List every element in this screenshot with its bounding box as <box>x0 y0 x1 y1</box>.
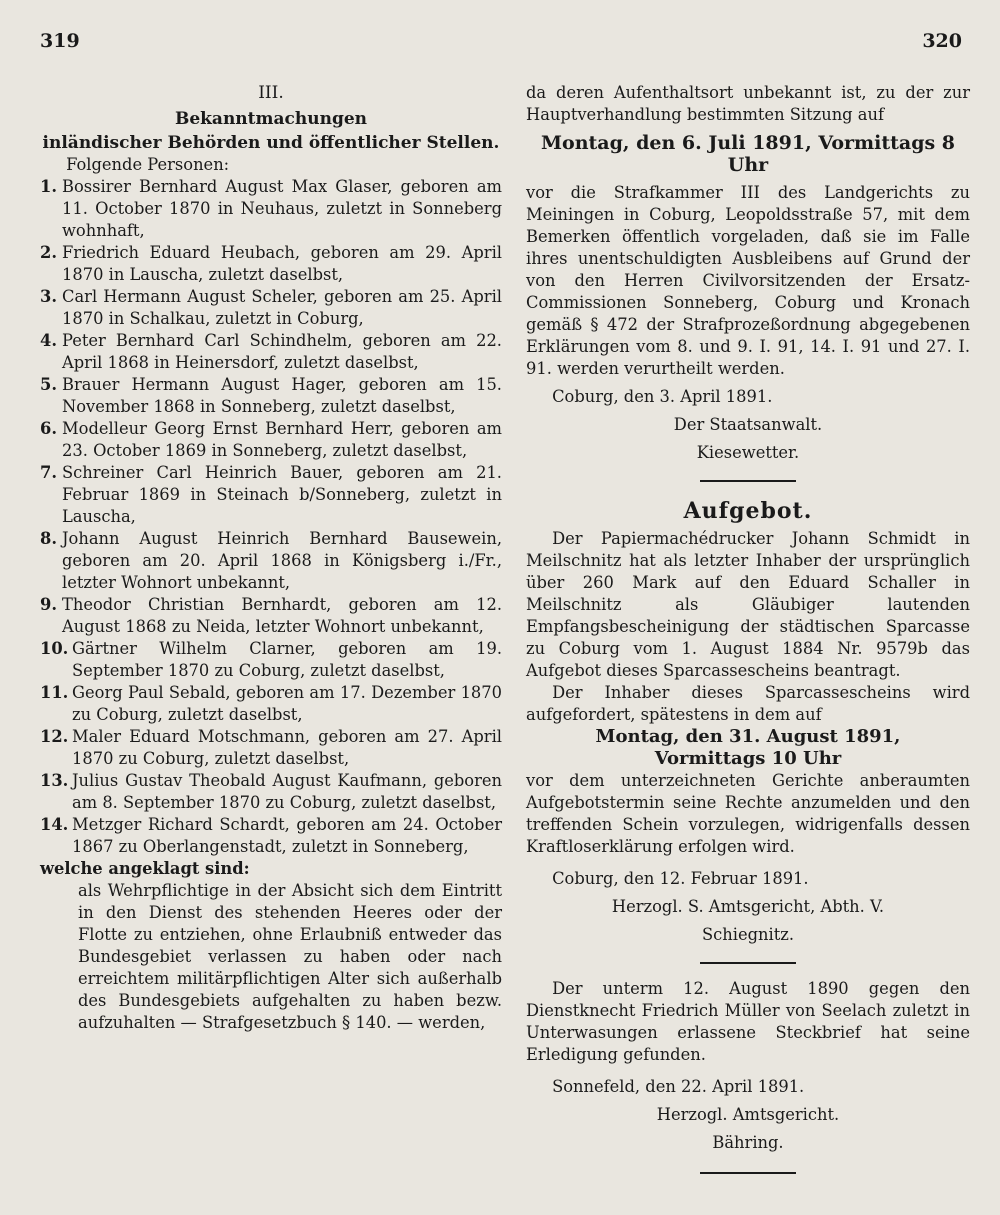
item-text: Brauer Hermann August Hager, geboren am 15. November 1868 in Sonneberg, zuletzt daselbst, <box>62 375 502 416</box>
item-text: Friedrich Eduard Heubach, geboren am 29. April 1870 in Lauscha, zuletzt daselbst, <box>62 243 502 284</box>
signature-2: Schiegnitz. <box>701 925 794 944</box>
authority-1: Der Staatsanwalt. <box>673 415 823 434</box>
list-item <box>40 176 502 242</box>
charge-text: als Wehrpflichtige in der Absicht sich dem Eintritt in den Dienst des stehenden Heeres oder der Flotte zu entziehen, ohne Erlaubniß entweder das Bundesgebiet verlassen zu haben oder nach erreichtem militärpflichtigen Alter sich außerhalb des Bundesgebiets aufgehalten zu haben bezw. aufzuhalten — Strafgesetzbuch § 140. — werden, <box>78 881 502 1032</box>
list-item <box>40 770 502 814</box>
item-text: Gärtner Wilhelm Clarner, geboren am 19. September 1870 zu Coburg, zuletzt daselbst, <box>72 639 502 680</box>
section-number: III. <box>258 83 284 103</box>
aufgebot-heading: Aufgebot. <box>683 498 813 524</box>
authority-3: Herzogl. Amtsgericht. <box>656 1105 840 1124</box>
item-text: Schreiner Carl Heinrich Bauer, geboren am 21. Februar 1869 in Steinach b/Sonneberg, zuletzt in Lauscha, <box>62 463 502 526</box>
separator-rule <box>700 480 796 482</box>
right-column <box>526 82 970 1188</box>
signature-3: Bähring. <box>712 1133 784 1152</box>
section-heading-line1: Bekanntmachungen <box>174 109 368 129</box>
list-item <box>40 462 502 528</box>
page-number-left: 319 <box>40 30 80 52</box>
charge-intro: welche angeklagt sind: <box>40 859 250 878</box>
page-number-right: 320 <box>922 30 962 52</box>
section-heading-line2: inländischer Behörden und öffentlicher Stellen. <box>42 133 500 153</box>
item-number: 12. <box>40 727 69 746</box>
aufgebot-date-2: Vormittags 10 Uhr <box>654 748 842 769</box>
item-number: 13. <box>40 771 69 790</box>
aufgebot-paragraph-2: Der Inhaber dieses Sparcassescheins wird aufgefordert, spätestens in dem auf <box>526 683 970 724</box>
aufgebot-paragraph-1: Der Papiermachédrucker Johann Schmidt in Meilschnitz hat als letzter Inhaber der ursprünglich über 260 Mark auf den Eduard Schaller in Meilschnitz als Gläubiger lautenden Empfangsbescheinigung der städtischen Sparcasse zu Coburg vom 1. August 1884 Nr. 9579b das Aufgebot dieses Sparcassescheins beantragt. <box>526 529 970 680</box>
hearing-date-line: Montag, den 6. Juli 1891, Vormittags 8 Uhr <box>540 132 956 176</box>
list-item <box>40 682 502 726</box>
item-number: 1. <box>40 177 57 196</box>
list-item <box>40 638 502 682</box>
signature-1: Kiesewetter. <box>696 443 800 462</box>
item-text: Modelleur Georg Ernst Bernhard Herr, geboren am 23. October 1869 in Sonneberg, zuletzt daselbst, <box>62 419 502 460</box>
list-item <box>40 242 502 286</box>
list-item <box>40 594 502 638</box>
steckbrief-text: Der unterm 12. August 1890 gegen den Dienstknecht Friedrich Müller von Seelach zuletzt in Unterwasungen erlassene Steckbrief hat seine Erledigung gefunden. <box>526 979 970 1064</box>
list-item <box>40 330 502 374</box>
item-number: 11. <box>40 683 69 702</box>
item-text: Carl Hermann August Scheler, geboren am 25. April 1870 in Schalkau, zuletzt in Coburg, <box>62 287 502 328</box>
item-number: 5. <box>40 375 57 394</box>
intro-text: Folgende Personen: <box>66 155 230 174</box>
list-item <box>40 726 502 770</box>
item-text: Georg Paul Sebald, geboren am 17. Dezember 1870 zu Coburg, zuletzt daselbst, <box>72 683 502 724</box>
item-text: Maler Eduard Motschmann, geboren am 27. April 1870 zu Coburg, zuletzt daselbst, <box>72 727 502 768</box>
authority-2: Herzogl. S. Amtsgericht, Abth. V. <box>611 897 885 916</box>
left-column <box>40 82 502 1034</box>
item-number: 2. <box>40 243 57 262</box>
continuation-text: da deren Aufenthaltsort unbekannt ist, zu der zur Hauptverhandlung bestimmten Sitzung auf <box>526 83 970 124</box>
item-text: Bossirer Bernhard August Max Glaser, geboren am 11. October 1870 in Neuhaus, zuletzt in Sonneberg wohnhaft, <box>62 177 502 240</box>
item-text: Johann August Heinrich Bernhard Bausewein, geboren am 20. April 1868 in Königsberg i./Fr., letzter Wohnort unbekannt, <box>62 529 502 592</box>
item-text: Metzger Richard Schardt, geboren am 24. October 1867 zu Oberlangenstadt, zuletzt in Sonneberg, <box>72 815 502 856</box>
item-text: Theodor Christian Bernhardt, geboren am 12. August 1868 zu Neida, letzter Wohnort unbekannt, <box>62 595 502 636</box>
place-date-3: Sonnefeld, den 22. April 1891. <box>552 1077 805 1096</box>
aufgebot-paragraph-3: vor dem unterzeichneten Gerichte anberaumten Aufgebotstermin seine Rechte anzumelden und den treffenden Schein vorzulegen, widrigenfalls dessen Kraftloserklärung erfolgen wird. <box>526 771 970 856</box>
item-number: 6. <box>40 419 57 438</box>
list-item <box>40 286 502 330</box>
place-date-2: Coburg, den 12. Februar 1891. <box>552 869 809 888</box>
item-number: 10. <box>40 639 69 658</box>
list-item <box>40 814 502 858</box>
item-number: 14. <box>40 815 69 834</box>
item-number: 8. <box>40 529 57 548</box>
item-text: Julius Gustav Theobald August Kaufmann, geboren am 8. September 1870 zu Coburg, zuletzt daselbst, <box>72 771 502 812</box>
item-number: 3. <box>40 287 57 306</box>
list-item <box>40 374 502 418</box>
item-number: 4. <box>40 331 57 350</box>
separator-rule <box>700 1172 796 1174</box>
persons-list <box>40 176 502 858</box>
item-text: Peter Bernhard Carl Schindhelm, geboren am 22. April 1868 in Heinersdorf, zuletzt daselbst, <box>62 331 502 372</box>
item-number: 7. <box>40 463 57 482</box>
aufgebot-date-1: Montag, den 31. August 1891, <box>595 726 901 747</box>
list-item <box>40 418 502 462</box>
list-item <box>40 528 502 594</box>
place-date-1: Coburg, den 3. April 1891. <box>552 387 773 406</box>
separator-rule <box>700 962 796 964</box>
summons-text: vor die Strafkammer III des Landgerichts zu Meiningen in Coburg, Leopoldsstraße 57, mit dem Bemerken öffentlich vorgeladen, daß sie im Falle ihres unentschuldigten Ausbleibens auf Grund der von den Herren Civilvorsitzenden der Ersatz-Commissionen Sonneberg, Coburg und Kronach gemäß § 472 der Strafprozeßordnung abgegebenen Erklärungen vom 8. und 9. I. 91, 14. I. 91 und 27. I. 91. werden verurtheilt werden. <box>526 183 970 378</box>
item-number: 9. <box>40 595 57 614</box>
